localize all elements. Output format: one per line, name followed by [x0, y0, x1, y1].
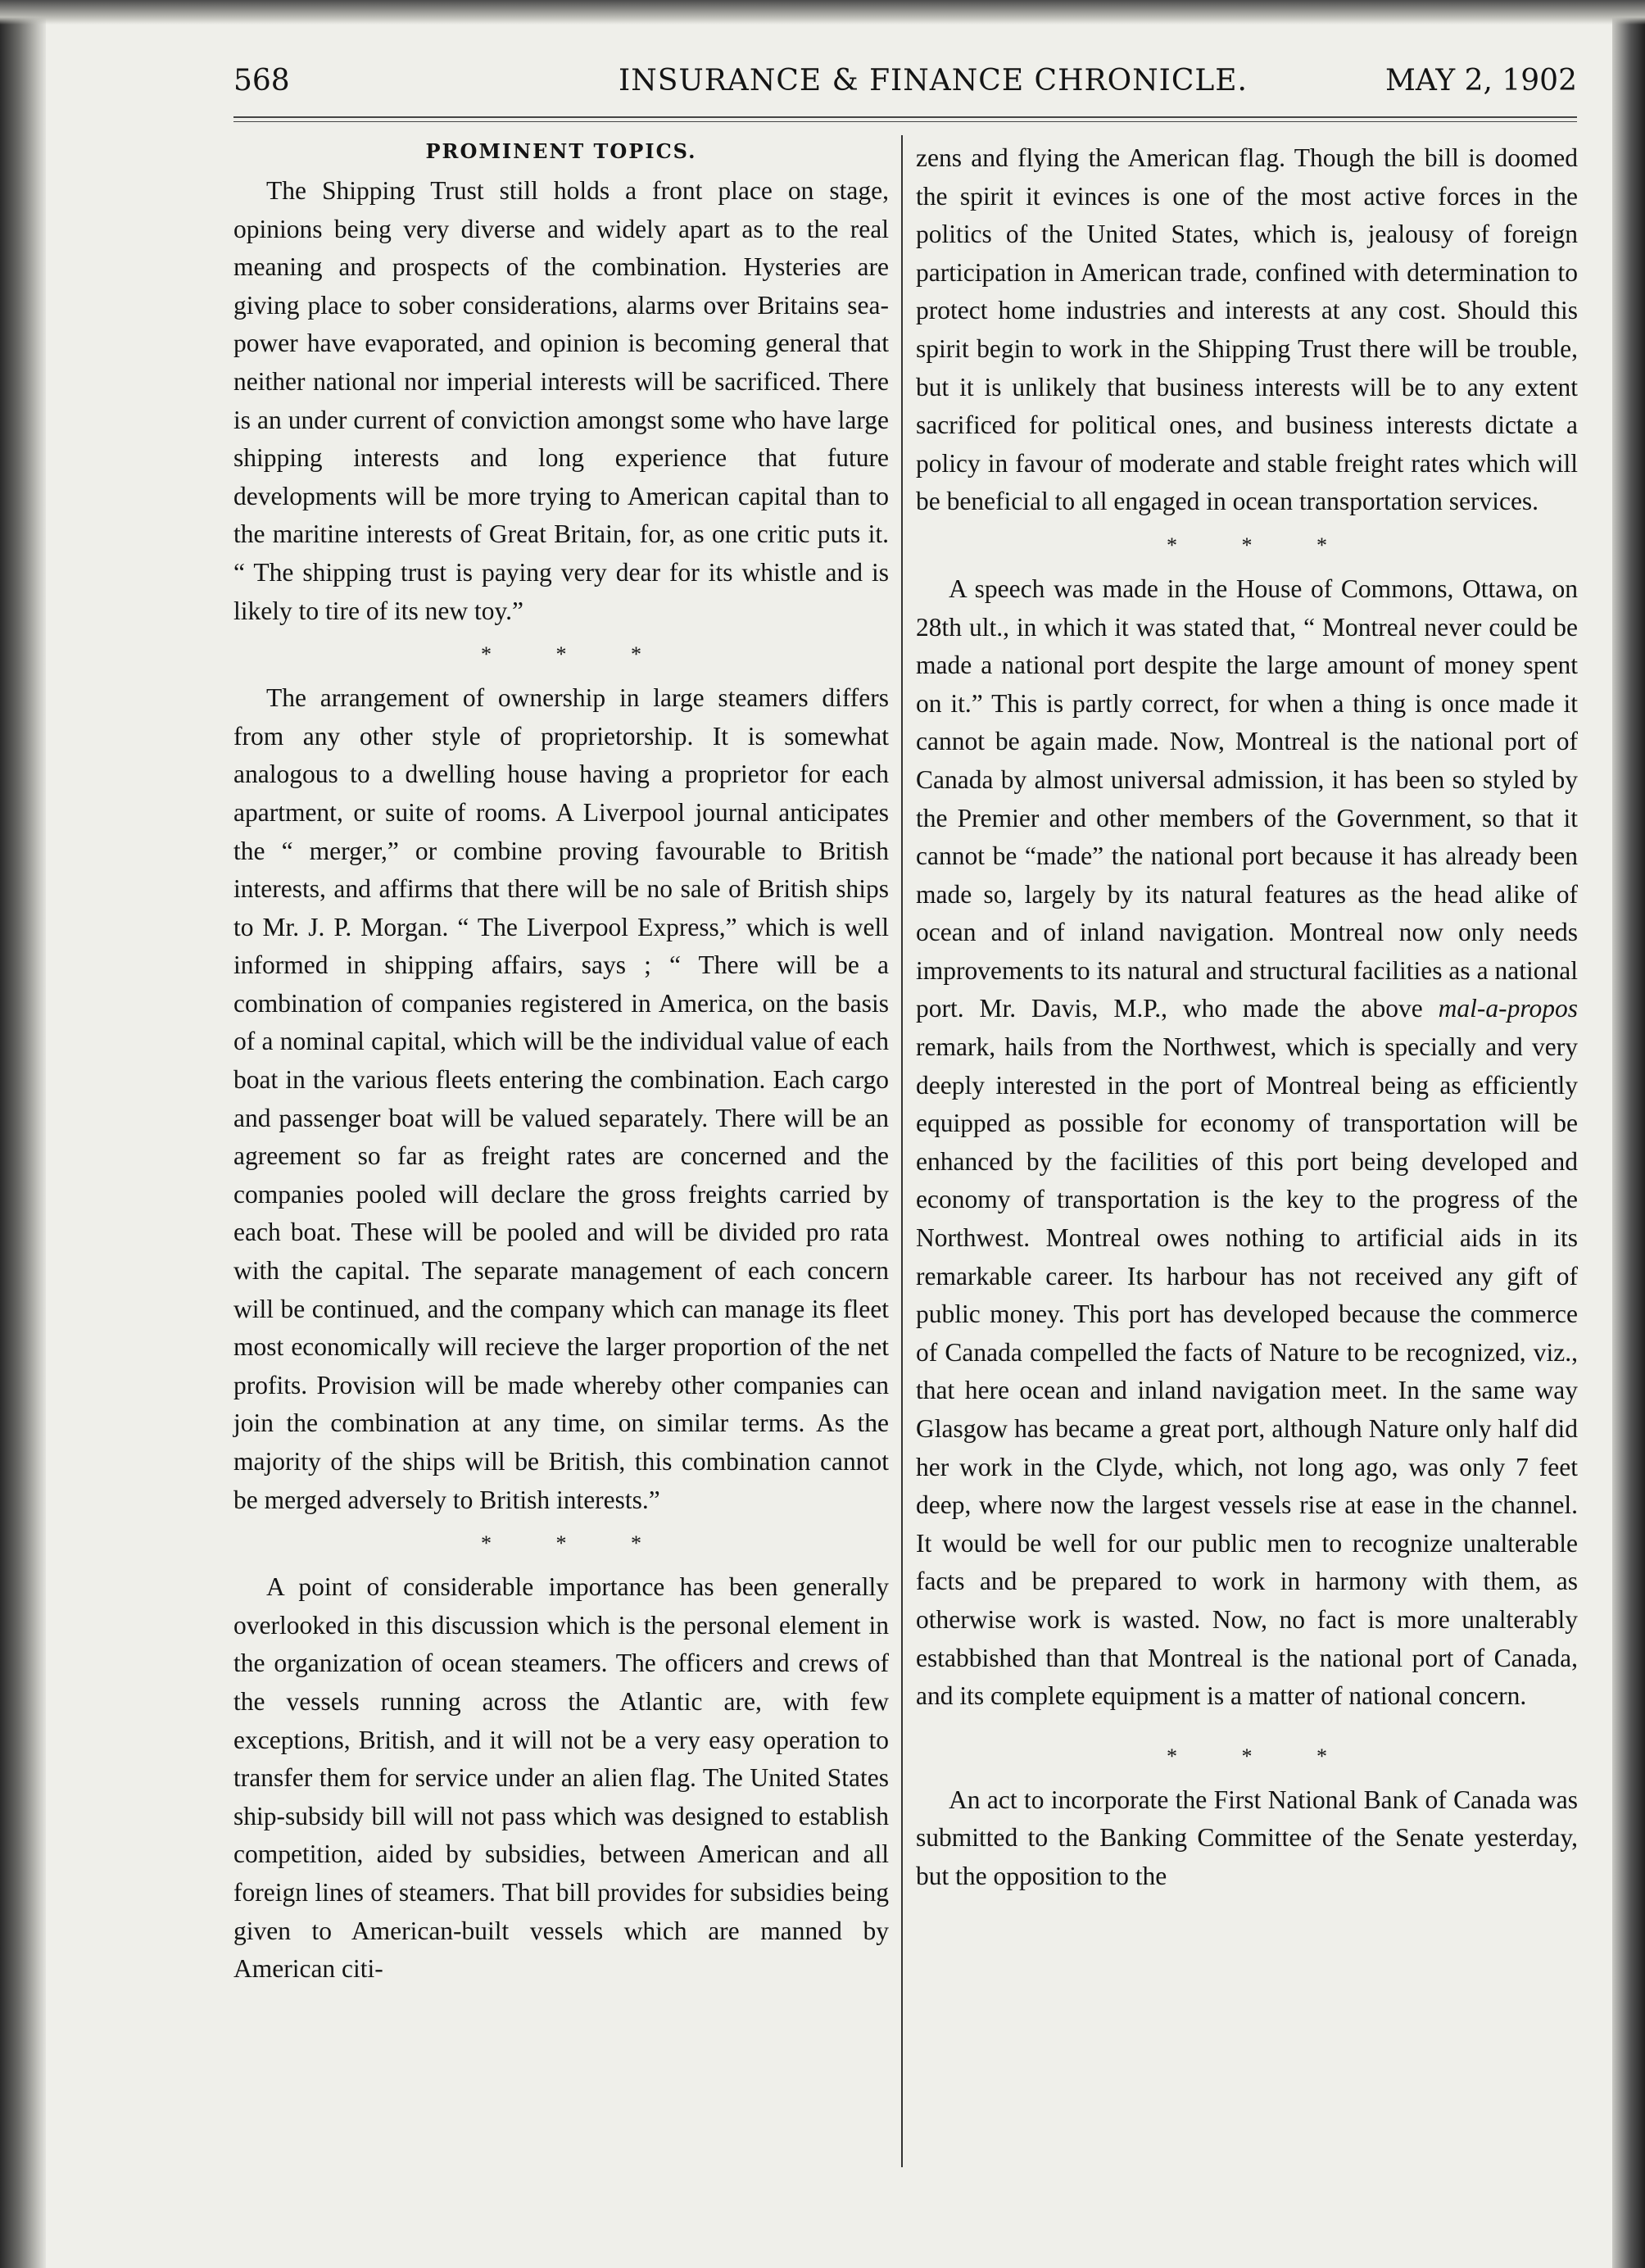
- article-paragraph-personal-element: A point of considerable importance has been generally overlooked in this discussion which is the personal element in the organization of ocean steamers. The officers and crews of the vessels running across the Atlantic are, with few exceptions, British, and it will not be a very easy operation to transfer them for service under an alien flag. The United States ship-subsidy bill will not pass which was designed to establish competition, aided by subsidies, between American and all foreign lines of steamers. That bill provides for subsidies being given to American-built vessels which are manned by American citi-: [233, 1572, 889, 1984]
- running-header: [233, 64, 1577, 113]
- section-separator: * * *: [481, 1531, 671, 1556]
- section-separator: * * *: [1167, 1744, 1357, 1768]
- scan-binding-edge: [0, 0, 46, 2268]
- section-separator: * * *: [1167, 533, 1357, 557]
- column-divider: [901, 135, 903, 2167]
- article-paragraph-continued: zens and flying the American flag. Though the bill is doomed the spirit it evinces is one of the most active forces in the politics of the United States, which is, jealousy of foreign participation in American trade, confined with determination to protect home industries and interests at any cost. Should this spirit begin to work in the Shipping Trust there will be trouble, but it is unlikely that business interests will be to any extent sacrificed for political ones, and business interests dictate a policy in favour of moderate and stable freight rates which will be beneficial to all engaged in ocean transportation services.: [916, 143, 1578, 516]
- scan-right-edge: [1612, 0, 1645, 2268]
- scan-top-edge: [0, 0, 1645, 25]
- right-column: [916, 139, 1578, 1896]
- article-paragraph-ownership: The arrangement of ownership in large steamers differs from any other style of proprietorship. It is somewhat analogous to a dwelling house having a proprietor for each apartment, or suite of rooms. A Liverpool journal anticipates the “ merger,” or combine proving favourable to British interests, and affirms that there will be no sale of British ships to Mr. J. P. Morgan. “ The Liverpool Express,” which is well informed in shipping affairs, says ; “ There will be a combination of companies registered in America, on the basis of a nominal capital, which will be the individual value of each boat in the various fleets entering the combination. Each cargo and passenger boat will be valued separately. There will be an agreement so far as freight rates are concerned and the companies pooled will declare the gross freights carried by each boat. These will be pooled and will be divided pro rata with the capital. The separate management of each concern will be continued, and the company which can manage its fleet most economically will recieve the larger proportion of the net profits. Provision will be made whereby other companies can join the combination at any time, on similar terms. As the majority of the ships will be British, this combination cannot be merged adversely to British interests.”: [233, 683, 889, 1514]
- header-rule: [233, 116, 1577, 118]
- header-rule-thin: [233, 121, 1577, 122]
- article-paragraph-montreal-port: [916, 570, 1578, 1716]
- page-number: 568: [233, 64, 290, 98]
- section-heading: PROMINENT TOPICS.: [425, 139, 697, 163]
- paragraph-text-part: A speech was made in the House of Commons, Ottawa, on 28th ult., in which it was stated that, “ Montreal never could be made a national port despite the large amount of money spent on it.” This is partly correct, for when a thing is once made it cannot be again made. Now, Montreal is the national port of Canada by almost universal admission, it has been so styled by the Premier and other members of the Government, so that it cannot be “made” the national port because it has already been made so, largely by its natural features as the head alike of ocean and of inland navigation. Montreal now only needs improvements to its natural and structural facilities as a national port. Mr. Davis, M.P., who made the above: [916, 574, 1578, 1023]
- section-separator: * * *: [481, 642, 671, 667]
- publication-title: INSURANCE & FINANCE CHRONICLE.: [619, 64, 1248, 98]
- paragraph-text-part: remark, hails from the Northwest, which is specially and very deeply interested in the port of Montreal being as efficiently equipped as possible for economy of transportation will be enhanced by the facilities of this port being developed and economy of transportation is the key to the progress of the Northwest. Montreal owes nothing to artificial aids in its remarkable career. Its harbour has not received any gift of public money. This port has developed because the commerce of Canada compelled the facts of Nature to be recognized, viz., that here ocean and inland navigation meet. In the same way Glasgow has became a great port, although Nature only half did her work in the Clyde, which, not long ago, was only 7 feet deep, where now the largest vessels rise at ease in the channel. It would be well for our public men to recognize unalterable facts and be prepared to work in harmony with them, as otherwise work is wasted. Now, no fact is more unalterably estabbished than that Montreal is the national port of Canada, and its complete equipment is a matter of national concern.: [916, 1032, 1578, 1711]
- left-column: [233, 139, 889, 1989]
- issue-date: MAY 2, 1902: [1384, 64, 1577, 98]
- italic-phrase: mal-a-propos: [1438, 994, 1578, 1023]
- article-paragraph-national-bank: An act to incorporate the First National Bank of Canada was submitted to the Banking Committee of the Senate yesterday, but the opposition to the: [916, 1785, 1578, 1890]
- article-paragraph-shipping-trust: The Shipping Trust still holds a front place on stage, opinions being very diverse and widely apart as to the real meaning and prospects of the combination. Hysteries are giving place to sober considerations, alarms over Britains sea-power have evaporated, and opinion is becoming general that neither national nor imperial interests will be sacrificed. There is an under current of conviction amongst some who have large shipping interests and long experience that future developments will be more trying to American capital than to the maritine interests of Great Britain, for, as one critic puts it. “ The shipping trust is paying very dear for its whistle and is likely to tire of its new toy.”: [233, 176, 889, 625]
